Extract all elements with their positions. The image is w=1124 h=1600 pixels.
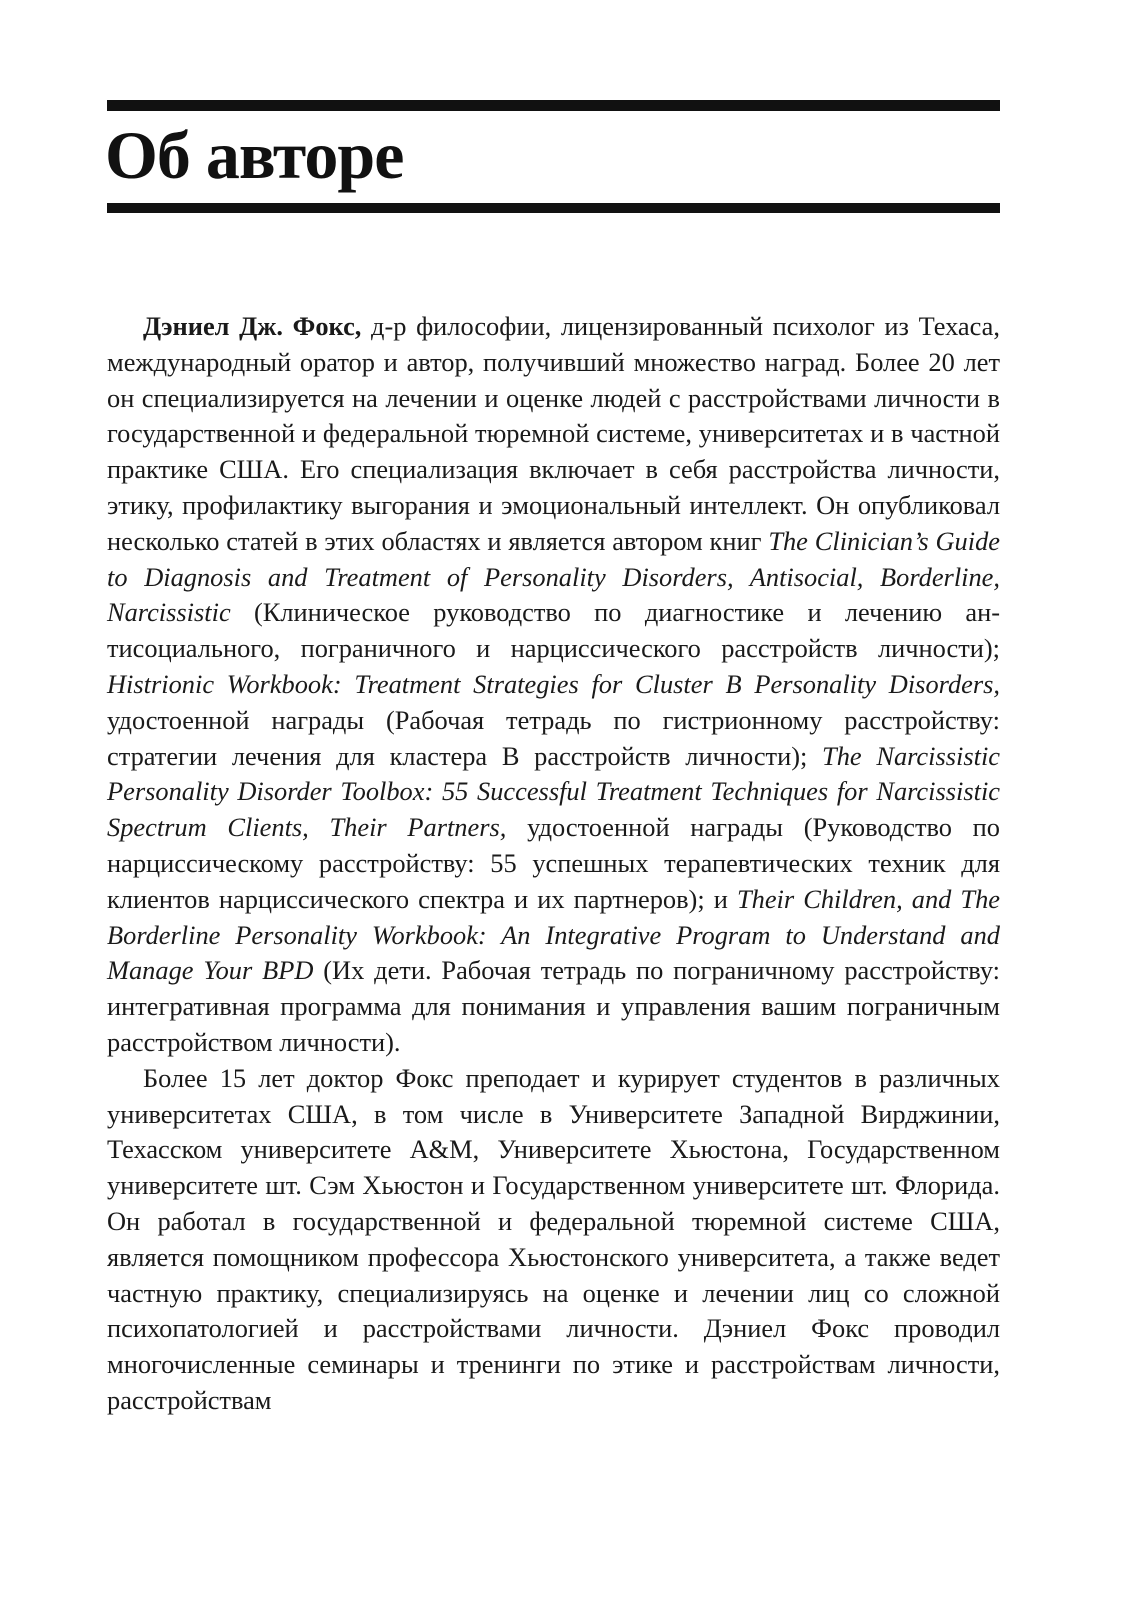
heading-top-rule [107,100,1000,111]
text-segment: удостоенной награды (Руководство по нарциссическому расстройству: 55 успешных терапевтических техник для клиентов нарциссического спектра и их партнеров); и [107,812,1000,914]
paragraph-2 [107,1061,1000,1419]
text-segment: Более 15 лет доктор Фокс преподает и курирует студентов в различных университетах США, в том числе в Университете Западной Вирджинии, Техасском университете A&M, Университете Хьюстона, Государственном университете шт. Сэм Хьюстон и Государственном университете шт. Флорида. Он работал в государственной и федеральной тюремной системе США, является помощником профессора Хьюстонского университета, а также ведет частную практику, специализируясь на оценке и лечении лиц со сложной психопатологией и расстройствами личности. Дэниел Фокс проводил многочисленные семинары и тренинги по этике и расстройствам личности, расстройствам [107,1062,1000,1415]
paragraph-1 [107,309,1000,1061]
text-segment: (Клиническое руководство по диагностике и лечению антисоциального, пограничного и нарциссического расстройств личности); [107,597,1000,664]
text-segment: д-р философии, лицензированный психолог из Техаса, международный оратор и автор, получивший множество наград. Более 20 лет он специализируется на лечении и оценке людей с расстройствами личности в государственной и федеральной тюремной системе, университетах и в частной практике США. Его специализация включает в себя расстройства личности, этику, профилактику выгорания и эмоциональный интеллект. Он опубликовал несколько статей в этих областях и является автором книг [107,311,1000,556]
text-segment: (Их дети. Рабочая тетрадь по пограничному расстройству: интегративная программа для понимания и управления вашим пограничным расстройством личности). [107,955,1001,1057]
heading-bottom-rule [107,203,1000,213]
text-segment: удостоенной награды (Рабочая тетрадь по гистрионному расстройству: стратегии лечения для кластера В расстройств личности); [107,704,1000,771]
chapter-heading: Об авторе [105,117,404,193]
body-text [107,309,1000,1419]
book-title-borderline-workbook: Their Children, and The Borderline Personality Workbook: An Integrative Program to Understand and Manage Your BPD [107,883,1001,986]
book-title-clinicians-guide: The Clinician’s Guide to Diagnosis and Treatment of Personality Disorders, Antisocial, Borderline, Narcissistic [107,525,1000,628]
author-name: Дэниел Дж. Фокс, [143,311,362,341]
book-title-npd-toolbox: The Narcissistic Personality Disorder Toolbox: 55 Successful Treatment Techniques for Narcissistic Spectrum Clients, Their Partners, [107,740,1000,843]
book-title-histrionic-workbook: Histrionic Workbook: Treatment Strategies for Cluster B Personality Disorders, [107,668,1000,699]
